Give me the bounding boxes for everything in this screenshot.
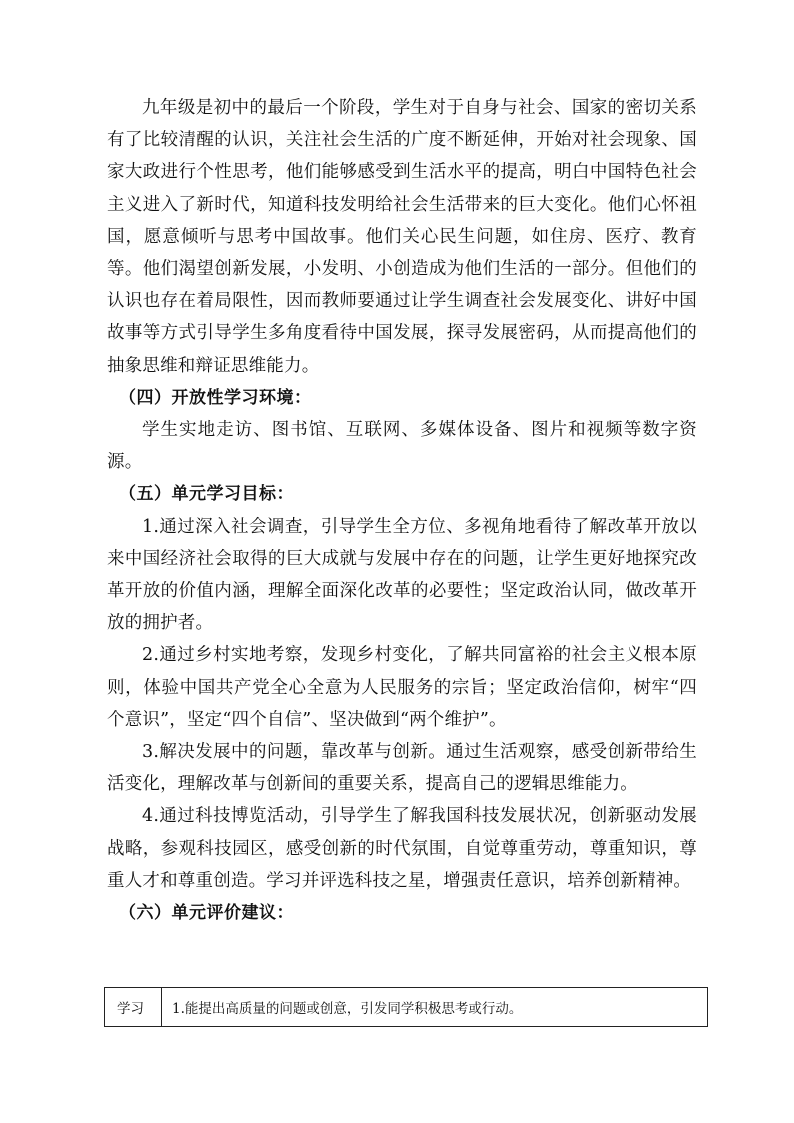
goal-4-paragraph: 4.通过科技博览活动，引导学生了解我国科技发展状况，创新驱动发展战略，参观科技园区，感受创新的时代氛围，自觉尊重劳动，尊重知识，尊重人才和尊重创造。学习并评选科技之星，增强责任意识，培养创新精神。 — [107, 806, 697, 891]
document-body — [107, 92, 697, 929]
evaluation-table — [104, 987, 708, 1027]
section-4-paragraph: 学生实地走访、图书馆、互联网、多媒体设备、图片和视频等数字资源。 — [107, 420, 697, 473]
section-5-heading: （五）单元学习目标： — [119, 484, 294, 505]
intro-paragraph: 九年级是初中的最后一个阶段，学生对于自身与社会、国家的密切关系有了比较清醒的认识，关注社会生活的广度不断延伸，开始对社会现象、国家大政进行个性思考，他们能够感受到生活水平的提高，明白中国特色社会主义进入了新时代，知道科技发明给社会生活带来的巨大变化。他们心怀祖国，愿意倾听与思考中国故事。他们关心民生问题，如住房、医疗、教育等。他们渴望创新发展，小发明、小创造成为他们生活的一部分。但他们的认识也存在着局限性，因而教师要通过让学生调查社会发展变化、讲好中国故事等方式引导学生多角度看待中国发展，探寻发展密码，从而提高他们的抽象思维和辩证思维能力。 — [107, 98, 697, 376]
goal-1-paragraph: 1.通过深入社会调查，引导学生全方位、多视角地看待了解改革开放以来中国经济社会取得的巨大成就与发展中存在的问题，让学生更好地探究改革开放的价值内涵，理解全面深化改革的必要性；坚定政治认同，做改革开放的拥护者。 — [107, 516, 697, 634]
table-cell-label: 学习 — [105, 988, 162, 1027]
table-cell-content: 1.能提出高质量的问题或创意，引发同学积极思考或行动。 — [162, 988, 708, 1027]
goal-2-paragraph: 2.通过乡村实地考察，发现乡村变化，了解共同富裕的社会主义根本原则，体验中国共产党全心全意为人民服务的宗旨；坚定政治信仰，树牢“四个意识”，坚定“四个自信”、坚决做到“两个维护”。 — [107, 645, 697, 730]
section-6-heading: （六）单元评价建议： — [119, 903, 294, 924]
section-4-heading: （四）开放性学习环境： — [119, 387, 312, 408]
table-row — [105, 988, 708, 1027]
goal-3-paragraph: 3.解决发展中的问题，靠改革与创新。通过生活观察，感受创新带给生活变化，理解改革与创新间的重要关系，提高自己的逻辑思维能力。 — [107, 742, 697, 795]
